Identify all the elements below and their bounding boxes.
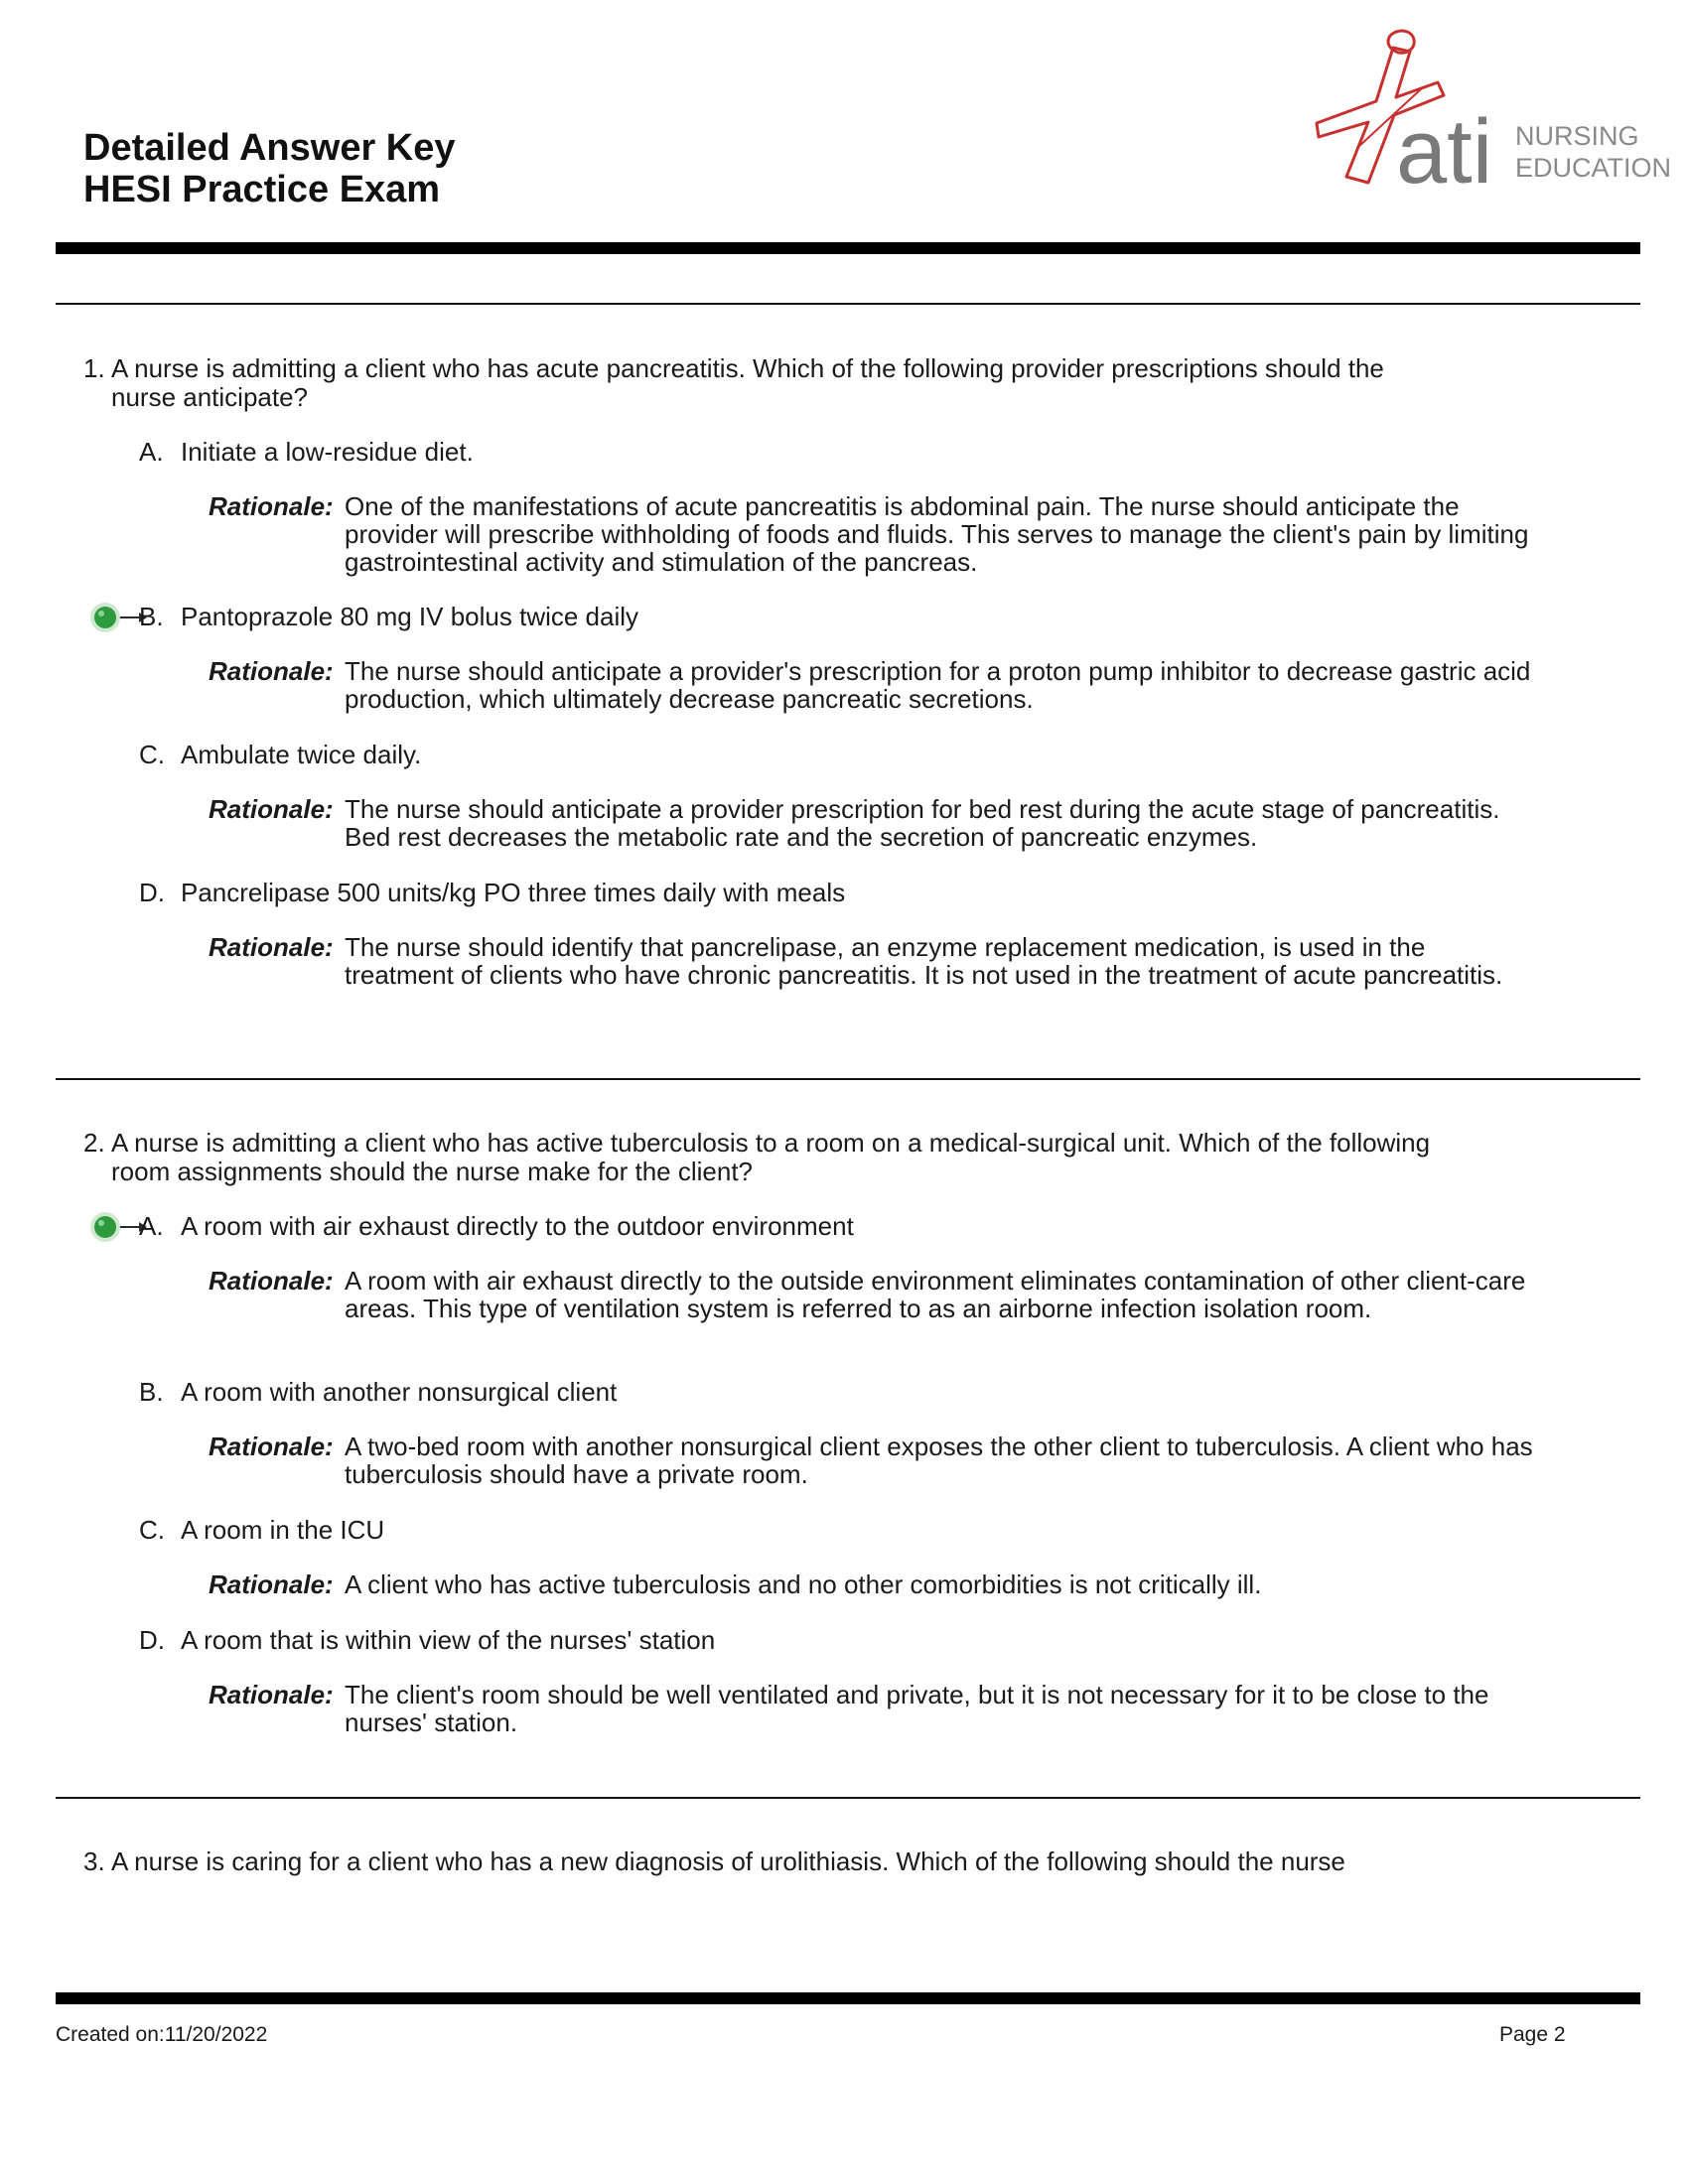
option-letter: A. (139, 1211, 164, 1241)
option-1a (139, 438, 474, 467)
option-1d (139, 879, 845, 907)
rationale-label: Rationale: (209, 1432, 334, 1461)
question-text-line: nurse anticipate? (111, 382, 309, 412)
question-divider (56, 1797, 1640, 1799)
ati-logo (1299, 28, 1672, 203)
rationale-text: The nurse should identify that pancrelipase, an enzyme replacement medication, is used in the treatment of clients who have chronic pancreatitis. It is not used in the treatment of acute pancreatitis. (345, 932, 1503, 990)
option-letter: B. (139, 1377, 164, 1407)
question-number: 2. (83, 1128, 105, 1158)
correct-answer-icon (87, 600, 147, 635)
rationale-text: The nurse should anticipate a provider's prescription for a proton pump inhibitor to decrease gastric acid production, which ultimately decrease pancreatic secretions. (345, 656, 1531, 714)
header-divider-bar (56, 242, 1640, 254)
question-number: 1. (83, 353, 105, 383)
rationale-1b (209, 657, 1539, 713)
question-2 (83, 1129, 1533, 1186)
option-2b (139, 1378, 617, 1407)
rationale-2a (209, 1267, 1539, 1322)
option-letter: C. (139, 1515, 165, 1545)
logo-sub-nursing: NURSING (1515, 121, 1639, 151)
rationale-1d (209, 933, 1539, 989)
question-text-line: A nurse is admitting a client who has active tuberculosis to a room on a medical-surgical unit. Which of the following (111, 1128, 1431, 1158)
question-divider (56, 1078, 1640, 1080)
question-text-line: room assignments should the nurse make for the client? (111, 1157, 754, 1186)
rationale-text: The client's room should be well ventilated and private, but it is not necessary for it to be close to the nurses' station. (345, 1680, 1489, 1737)
correct-answer-icon (87, 1209, 147, 1245)
question-text-line: A nurse is admitting a client who has acute pancreatitis. Which of the following provider prescriptions should the (111, 353, 1384, 383)
ati-cross-logo-icon (1299, 28, 1672, 203)
rationale-label: Rationale: (209, 794, 334, 824)
question-divider (56, 303, 1640, 305)
rationale-1c (209, 795, 1539, 851)
option-text: A room in the ICU (181, 1515, 385, 1545)
rationale-label: Rationale: (209, 656, 334, 686)
title-line-2: HESI Practice Exam (83, 169, 441, 210)
created-date: Created on:11/20/2022 (56, 2023, 268, 2046)
rationale-label: Rationale: (209, 491, 334, 521)
document-title (83, 127, 456, 210)
rationale-1a (209, 492, 1539, 576)
option-letter: D. (139, 878, 165, 907)
option-text: Pantoprazole 80 mg IV bolus twice daily (181, 602, 639, 631)
footer-divider-bar (56, 1992, 1640, 2004)
page-number: Page 2 (1499, 2023, 1566, 2046)
option-1c (139, 741, 421, 769)
logo-sub-education: EDUCATION (1515, 153, 1672, 183)
option-letter: D. (139, 1625, 165, 1655)
rationale-label: Rationale: (209, 1680, 334, 1709)
question-3 (83, 1847, 1533, 1876)
rationale-label: Rationale: (209, 1266, 334, 1296)
option-letter: C. (139, 740, 165, 769)
rationale-label: Rationale: (209, 1570, 334, 1599)
option-text: A room with another nonsurgical client (181, 1377, 618, 1407)
title-line-1: Detailed Answer Key (83, 127, 456, 169)
logo-wordmark: ati (1396, 101, 1493, 203)
rationale-2d (209, 1681, 1539, 1736)
option-letter: A. (139, 437, 164, 467)
option-text: Pancrelipase 500 units/kg PO three times daily with meals (181, 878, 846, 907)
option-text: Ambulate twice daily. (181, 740, 422, 769)
option-1b (139, 603, 638, 631)
option-text: Initiate a low-residue diet. (181, 437, 474, 467)
rationale-text: The nurse should anticipate a provider prescription for bed rest during the acute stage of pancreatitis. Bed rest decreases the metabolic rate and the secretion of pancreatic enzymes. (345, 794, 1500, 852)
option-text: A room with air exhaust directly to the outdoor environment (181, 1211, 854, 1241)
rationale-label: Rationale: (209, 932, 334, 962)
rationale-text: A room with air exhaust directly to the outside environment eliminates contamination of other client-care areas. This type of ventilation system is referred to as an airborne infection isolation room. (345, 1266, 1526, 1323)
option-text: A room that is within view of the nurses' station (181, 1625, 716, 1655)
option-letter: B. (139, 602, 164, 631)
rationale-2b (209, 1433, 1539, 1488)
question-1 (83, 354, 1533, 412)
rationale-2c (209, 1570, 1539, 1598)
rationale-text: A two-bed room with another nonsurgical client exposes the other client to tuberculosis. A client who has tuberculosis should have a private room. (345, 1432, 1533, 1489)
option-2c (139, 1516, 384, 1545)
option-2d (139, 1626, 715, 1655)
rationale-text: One of the manifestations of acute pancreatitis is abdominal pain. The nurse should anticipate the provider will prescribe withholding of foods and fluids. This serves to manage the client's pain by limiting gastrointestinal activity and stimulation of the pancreas. (345, 491, 1529, 577)
question-number: 3. (83, 1846, 105, 1876)
rationale-text: A client who has active tuberculosis and no other comorbidities is not critically ill. (345, 1570, 1262, 1599)
option-2a (139, 1212, 854, 1241)
question-text-line: A nurse is caring for a client who has a new diagnosis of urolithiasis. Which of the following should the nurse (111, 1846, 1345, 1876)
